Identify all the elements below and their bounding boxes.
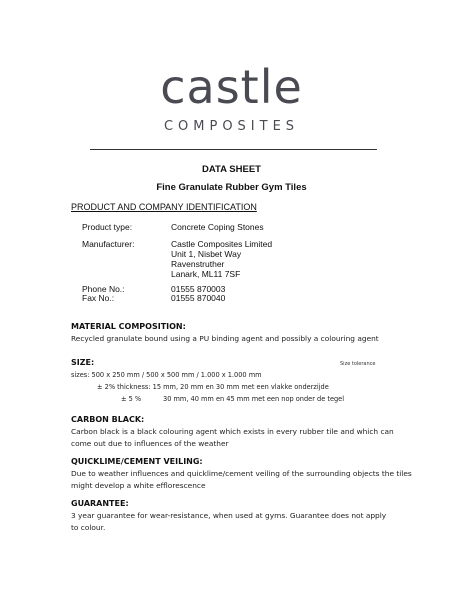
product-type-value: Concrete Coping Stones [171, 222, 264, 232]
header-divider [90, 149, 377, 150]
fax-label: Fax No.: [82, 293, 115, 303]
product-type-label: Product type: [82, 222, 133, 232]
thickness-line: ± 2% thickness: 15 mm, 20 mm en 30 mm met een vlakke onderzijde [97, 383, 329, 391]
material-text: Recycled granulate bound using a PU binding agent and possibly a colouring agent [71, 334, 379, 343]
sheet-title: DATA SHEET [202, 164, 261, 175]
material-heading: MATERIAL COMPOSITION: [71, 322, 186, 331]
carbon-text: Carbon black is a black colouring agent which exists in every rubber tile and which can come out due to influences of the weather [71, 427, 394, 448]
manufacturer-line-4: Lanark, ML11 7SF [171, 269, 241, 279]
logo-subtitle: COMPOSITES [163, 119, 300, 134]
identification-heading: PRODUCT AND COMPANY IDENTIFICATION [71, 202, 257, 212]
guarantee-text: 3 year guarantee for wear-resistance, when used at gyms. Guarantee does not apply to colour. [71, 511, 387, 532]
manufacturer-line-3: Ravenstruther [171, 259, 225, 269]
quicklime-heading: QUICKLIME/CEMENT VEILING: [71, 457, 203, 466]
tolerance-line-b: 30 mm, 40 mm en 45 mm met een nop onder de tegel [163, 395, 345, 403]
carbon-heading: CARBON BLACK: [71, 415, 145, 424]
product-title: Fine Granulate Rubber Gym Tiles [156, 182, 307, 193]
sizes-line: sizes: 500 x 250 mm / 500 x 500 mm / 1.000 x 1.000 mm [71, 371, 262, 379]
size-tolerance-label: Size tolerance [340, 361, 376, 367]
manufacturer-line-1: Castle Composites Limited [171, 239, 273, 249]
tolerance-line-a: ± 5 % [121, 395, 142, 403]
fax-value: 01555 870040 [171, 293, 226, 303]
castle-composites-logo [0, 60, 463, 134]
phone-label: Phone No.: [82, 284, 125, 294]
manufacturer-label: Manufacturer: [82, 239, 135, 249]
guarantee-heading: GUARANTEE: [71, 499, 129, 508]
quicklime-text: Due to weather influences and quicklime/cement veiling of the surrounding objects the tiles might develop a white efflorescence [71, 469, 412, 490]
size-heading: SIZE: [71, 358, 95, 367]
logo-wordmark: castle [160, 60, 303, 114]
manufacturer-line-2: Unit 1, Nisbet Way [171, 249, 242, 259]
phone-value: 01555 870003 [171, 284, 226, 294]
